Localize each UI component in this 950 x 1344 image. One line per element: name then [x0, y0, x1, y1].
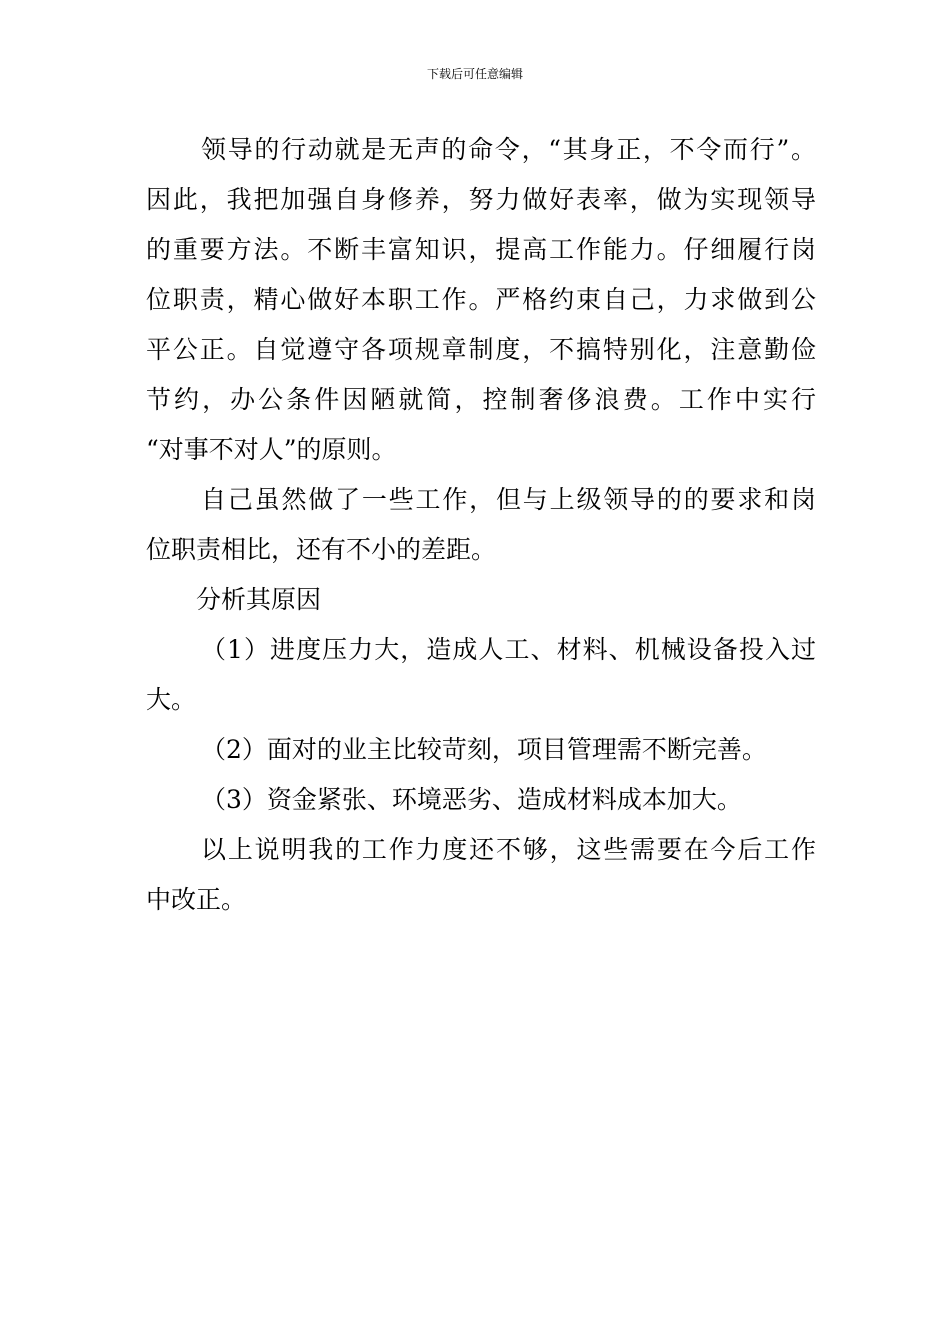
paragraph-line: 位职责，精心做好本职工作。严格约束自己，力求做到公	[146, 285, 816, 314]
paragraph-line: 的重要方法。不断丰富知识，提高工作能力。仔细履行岗	[146, 235, 816, 264]
paragraph-line: 自己虽然做了一些工作，但与上级领导的的要求和岗	[201, 485, 816, 514]
paragraph-line: 节约，办公条件因陋就简，控制奢侈浪费。工作中实行	[146, 385, 816, 414]
paragraph-line: “对事不对人”的原则。	[146, 435, 397, 464]
list-item-continuation: 大。	[146, 685, 197, 714]
paragraph-line: 中改正。	[146, 885, 247, 914]
list-item: （3）资金紧张、环境恶劣、造成材料成本加大。	[201, 785, 742, 814]
list-item: （2）面对的业主比较苛刻，项目管理需不断完善。	[201, 735, 767, 764]
paragraph-line: 因此，我把加强自身修养，努力做好表率，做为实现领导	[146, 185, 816, 214]
paragraph-line: 领导的行动就是无声的命令，“其身正，不令而行”。	[201, 135, 816, 164]
document-body	[146, 125, 816, 925]
list-item: （1）进度压力大，造成人工、材料、机械设备投入过	[201, 635, 816, 664]
paragraph-line: 以上说明我的工作力度还不够，这些需要在今后工作	[201, 835, 816, 864]
paragraph-line: 平公正。自觉遵守各项规章制度，不搞特别化，注意勤俭	[146, 335, 816, 364]
paragraph-line: 位职责相比，还有不小的差距。	[146, 535, 497, 564]
page-header-note: 下载后可任意编辑	[426, 67, 523, 81]
section-heading: 分析其原因	[196, 585, 322, 614]
